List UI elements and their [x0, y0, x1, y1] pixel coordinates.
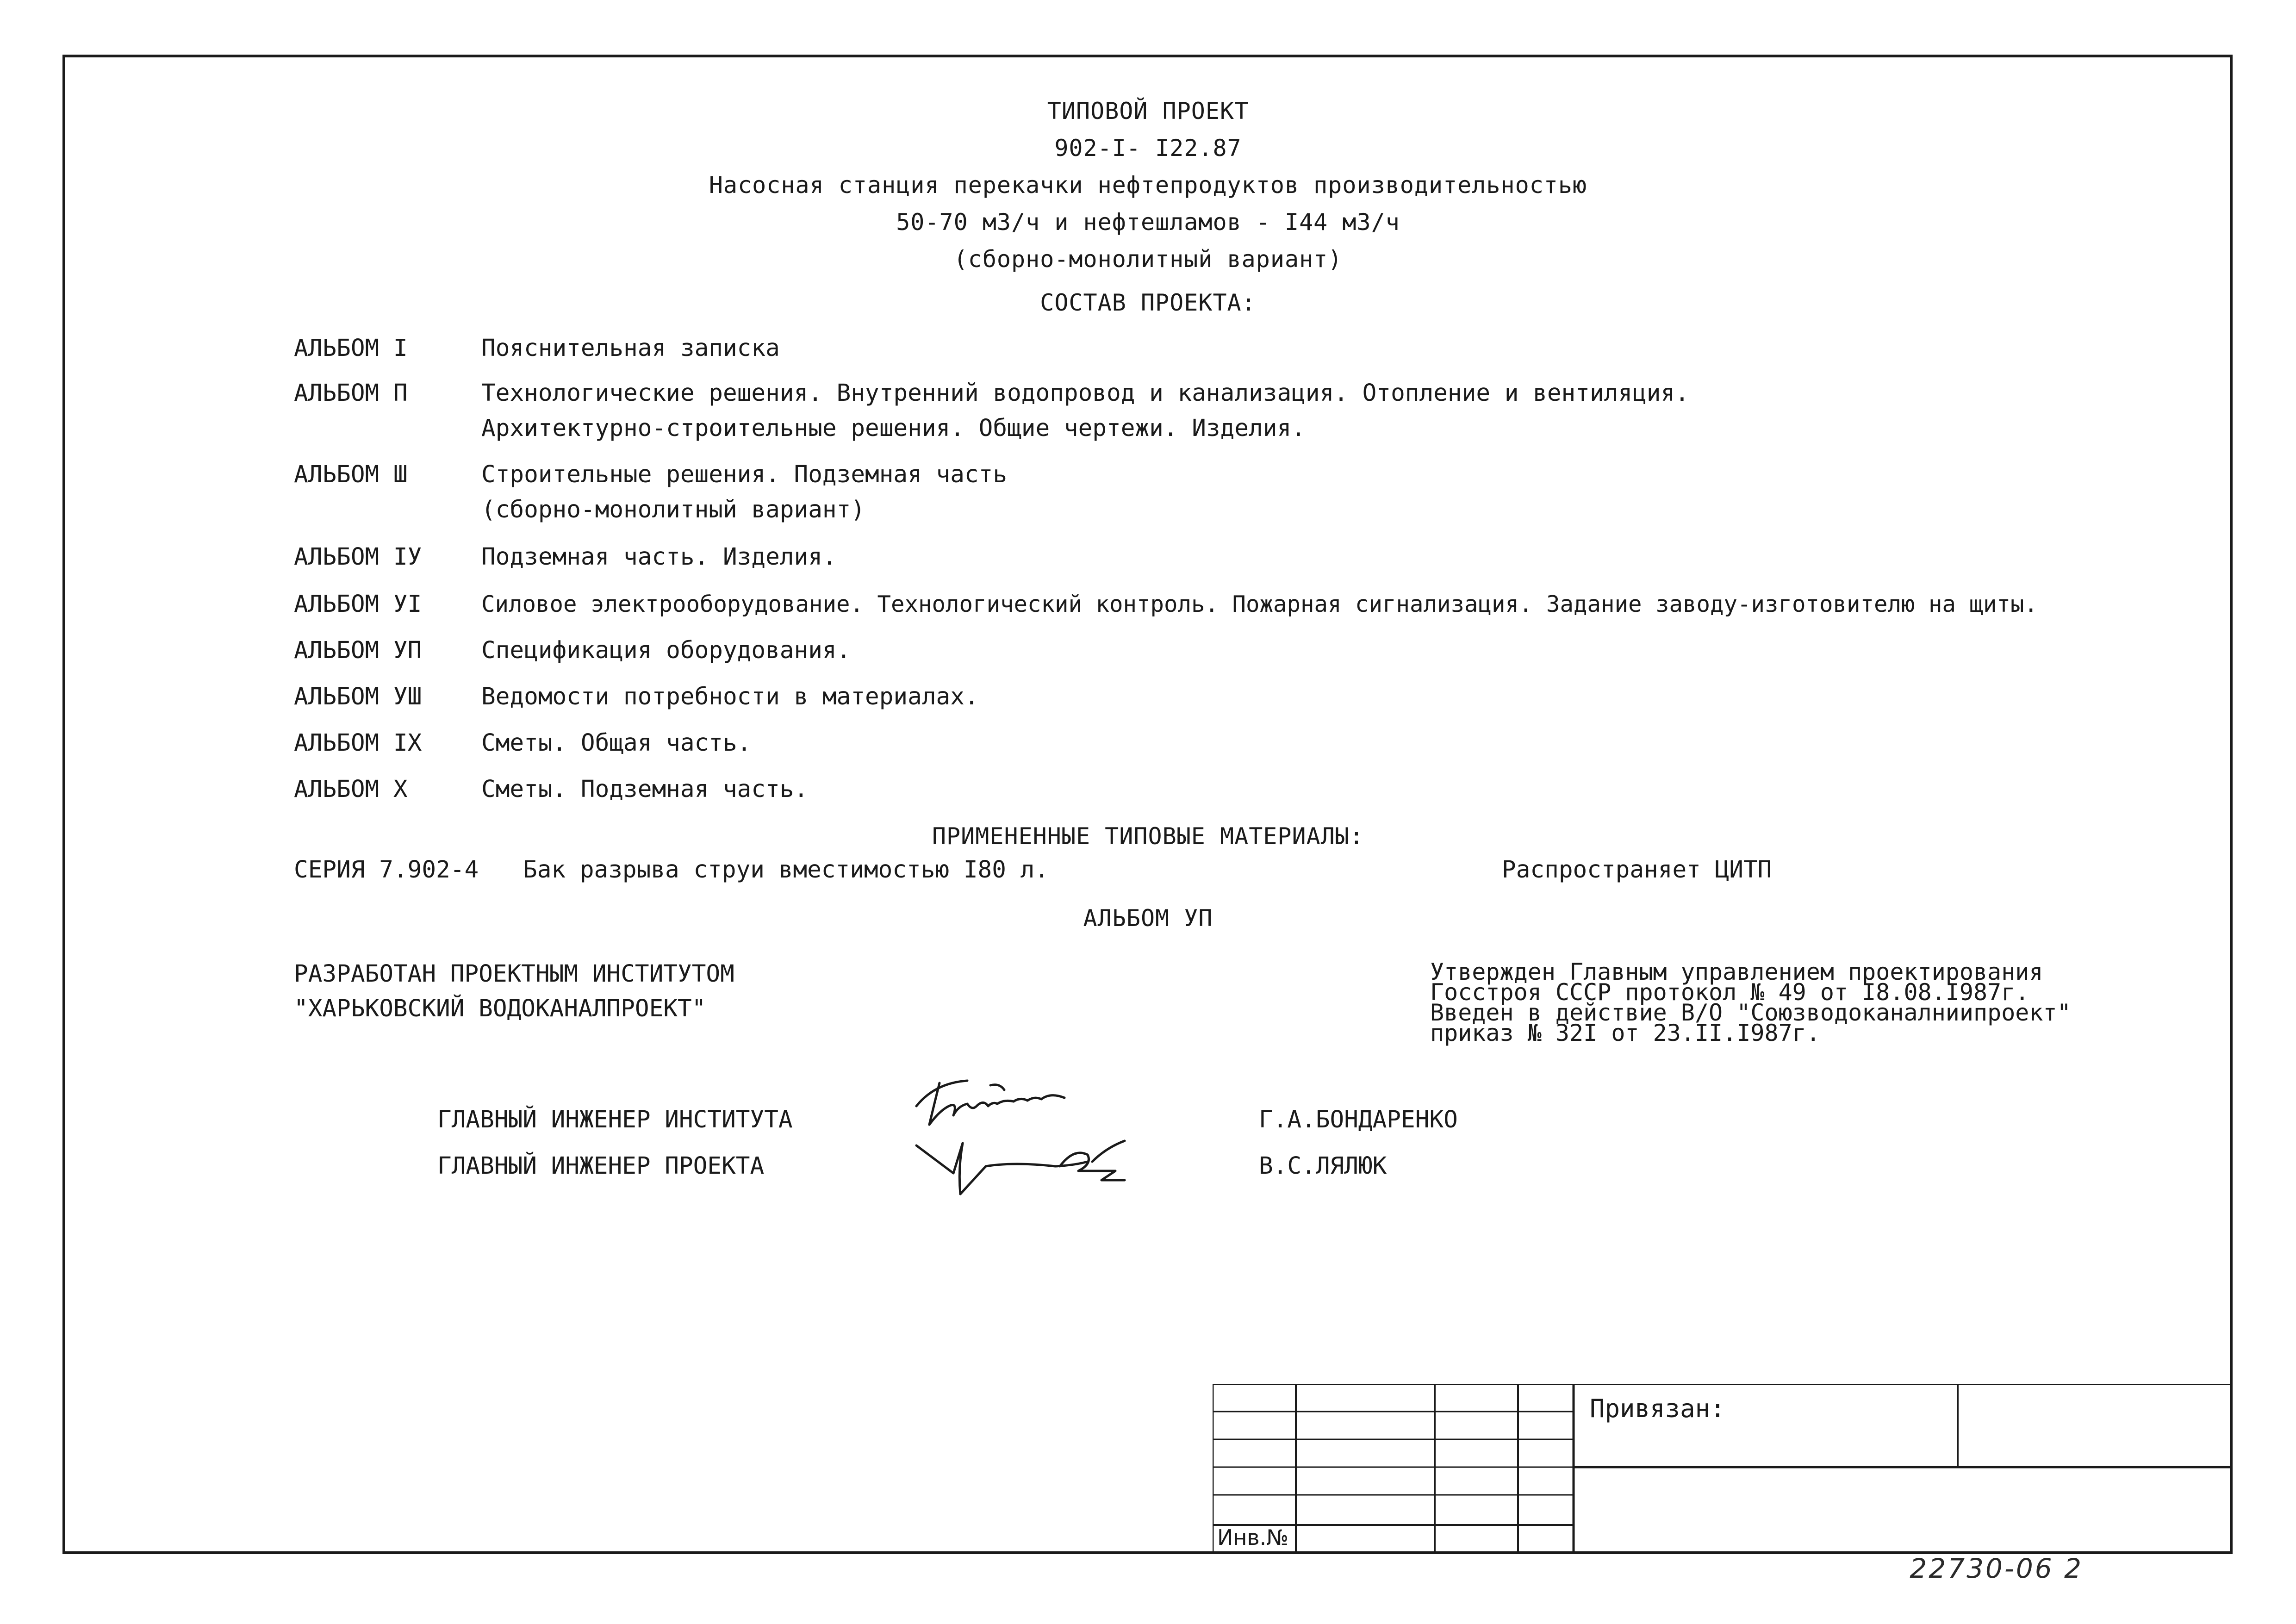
current-album: АЛЬБОМ УП: [1083, 905, 1213, 932]
album-number: АЛЬБОМ I: [294, 335, 408, 362]
album-description: Пояснительная записка: [481, 335, 780, 362]
album-number: АЛЬБОМ УI: [294, 591, 422, 618]
approval-line3: Введен в действие В/О "Союзводоканалниипроект": [1430, 999, 2071, 1026]
album-description: Ведомости потребности в материалах.: [481, 683, 979, 710]
album-description: Архитектурно-строительные решения. Общие чертежи. Изделия.: [481, 415, 1306, 442]
album-description: Технологические решения. Внутренний водопровод и канализация. Отопление и вентиляция.: [481, 380, 1689, 407]
album-description: Сметы. Подземная часть.: [481, 776, 809, 803]
series-number: СЕРИЯ 7.902-4: [294, 856, 479, 884]
distributor: Распространяет ЦИТП: [1502, 856, 1772, 884]
approval-line1: Утвержден Главным управлением проектирования: [1430, 958, 2043, 985]
contents-title: СОСТАВ ПРОЕКТА:: [1040, 289, 1256, 316]
album-number: АЛЬБОМ IX: [294, 729, 422, 757]
project-kind: ТИПОВОЙ ПРОЕКТ: [1047, 98, 1249, 124]
album-number: АЛЬБОМ УШ: [294, 683, 422, 710]
stamp-inventory-label: Инв.№: [1217, 1525, 1289, 1550]
series-description: Бак разрыва струи вместимостью I80 л.: [523, 856, 1049, 884]
signatures-handwritten: [907, 1055, 1194, 1217]
developer-line1: РАЗРАБОТАН ПРОЕКТНЫМ ИНСТИТУТОМ: [294, 960, 734, 988]
album-description: Сметы. Общая часть.: [481, 729, 752, 757]
project-title-line3: (сборно-монолитный вариант): [953, 246, 1343, 273]
signature-name: В.С.ЛЯЛЮК: [1259, 1152, 1387, 1180]
approval-block: [1430, 958, 2071, 1046]
album-number: АЛЬБОМ Ш: [294, 461, 408, 488]
title-stamp: [1213, 1384, 2233, 1554]
signature-chief-institute: [916, 1081, 1064, 1125]
album-number: АЛЬБОМ X: [294, 776, 408, 803]
album-description: Спецификация оборудования.: [481, 637, 851, 664]
album-number: АЛЬБОМ IУ: [294, 543, 422, 571]
album-description: (сборно-монолитный вариант): [481, 496, 865, 523]
album-number: АЛЬБОМ УП: [294, 637, 422, 664]
materials-title: ПРИМЕНЕННЫЕ ТИПОВЫЕ МАТЕРИАЛЫ:: [932, 823, 1364, 850]
album-description: Силовое электрооборудование. Технологический контроль. Пожарная сигнализация. Задание заводу-изготовителю на щиты.: [481, 591, 2038, 617]
signature-name: Г.А.БОНДАРЕНКО: [1259, 1106, 1458, 1133]
signature-role: ГЛАВНЫЙ ИНЖЕНЕР ПРОЕКТА: [437, 1152, 765, 1180]
project-title-line1: Насосная станция перекачки нефтепродуктов производительностью: [709, 172, 1587, 199]
stamp-bound-label: Привязан:: [1590, 1394, 1725, 1423]
project-header: [0, 93, 2296, 278]
album-number: АЛЬБОМ П: [294, 380, 408, 407]
album-description: Подземная часть. Изделия.: [481, 543, 837, 571]
signature-role: ГЛАВНЫЙ ИНЖЕНЕР ИНСТИТУТА: [437, 1106, 793, 1133]
signature-chief-project: [916, 1141, 1125, 1194]
developer-line2: "ХАРЬКОВСКИЙ ВОДОКАНАЛПРОЕКТ": [294, 995, 706, 1022]
document-reference-number: 22730-06 2: [1910, 1553, 2083, 1584]
approval-line2: Госстроя СССР протокол № 49 от I8.08.I987г.: [1430, 979, 2029, 1006]
project-number: 902-I- I22.87: [1054, 135, 1242, 162]
approval-line4: приказ № 32I от 23.II.I987г.: [1430, 1020, 1820, 1046]
album-description: Строительные решения. Подземная часть: [481, 461, 1008, 488]
project-title-line2: 50-70 м3/ч и нефтешламов - I44 м3/ч: [896, 209, 1400, 236]
